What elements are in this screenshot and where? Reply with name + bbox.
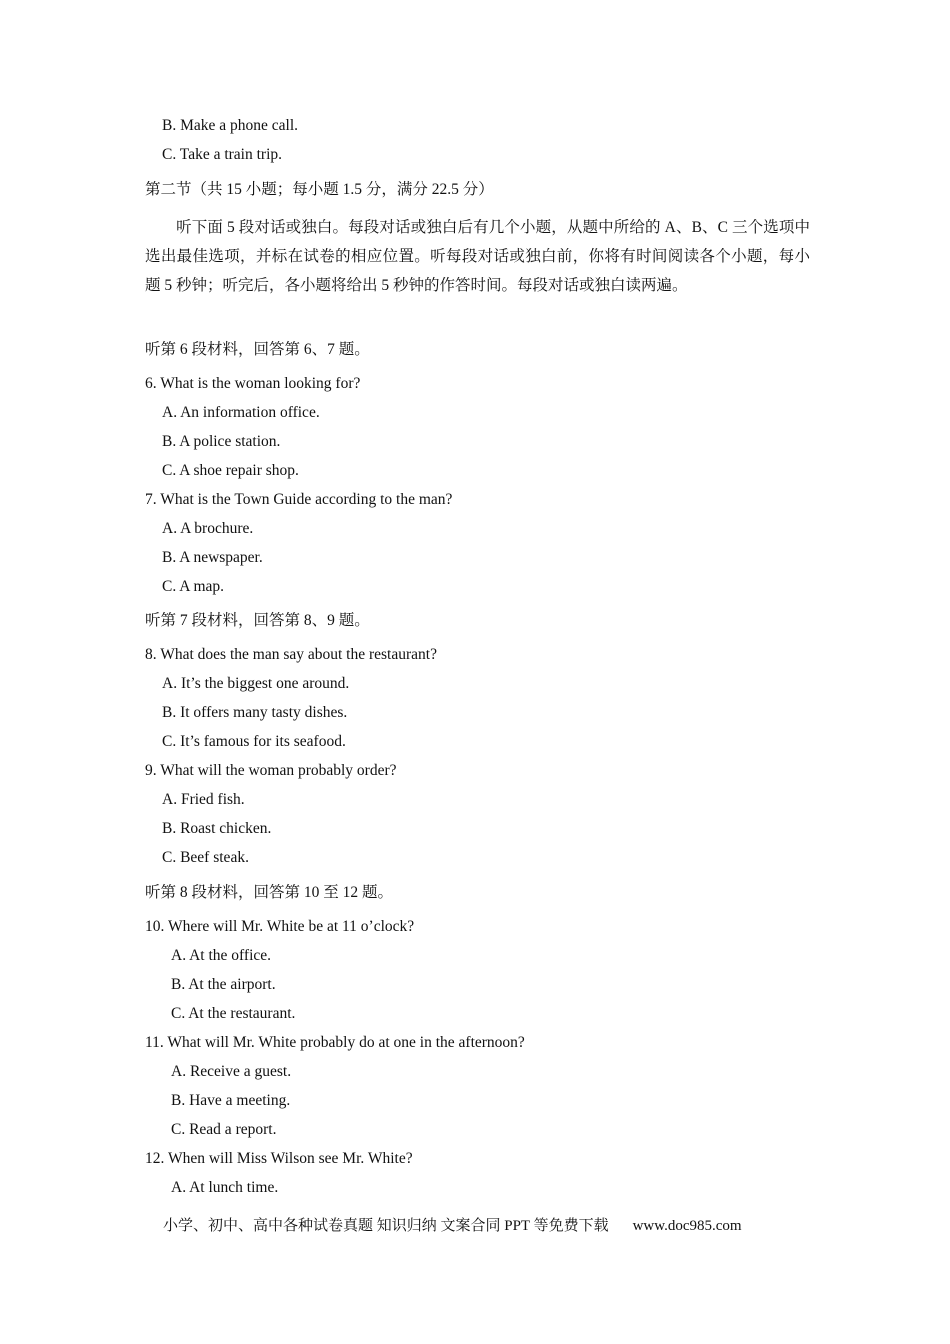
option-text: B. A police station. <box>162 433 281 450</box>
question-text: 10. Where will Mr. White be at 11 o’clock? <box>145 918 415 935</box>
question-text: 8. What does the man say about the restaurant? <box>145 646 437 663</box>
footer-link[interactable]: www.doc985.com <box>632 1218 742 1234</box>
option-text: C. A shoe repair shop. <box>162 462 299 479</box>
option-text: A. An information office. <box>162 404 320 421</box>
option-text: C. At the restaurant. <box>171 1005 296 1022</box>
option-text: A. Fried fish. <box>162 791 245 808</box>
instructions-paragraph <box>145 213 810 300</box>
question-text: 7. What is the Town Guide according to the man? <box>145 491 453 508</box>
option-text: A. At lunch time. <box>171 1179 279 1196</box>
question-text: 9. What will the woman probably order? <box>145 762 397 779</box>
question-text: 6. What is the woman looking for? <box>145 375 361 392</box>
question-text: 12. When will Miss Wilson see Mr. White? <box>145 1150 413 1167</box>
option-text: A. At the office. <box>171 947 272 964</box>
option-text: B. At the airport. <box>171 976 276 993</box>
question-text: 11. What will Mr. White probably do at one in the afternoon? <box>145 1034 525 1051</box>
group-intro: 听第 6 段材料，回答第 6、7 题。 <box>145 341 370 358</box>
option-text: B. Roast chicken. <box>162 820 272 837</box>
option-text: C. Take a train trip. <box>162 146 283 163</box>
option-text: C. Read a report. <box>171 1121 277 1138</box>
footer-text: 小学、初中、高中各种试卷真题 知识归纳 文案合同 PPT 等免费下载 <box>163 1218 609 1234</box>
option-text: C. A map. <box>162 578 225 595</box>
option-text: B. Make a phone call. <box>162 117 299 134</box>
option-text: A. Receive a guest. <box>171 1063 292 1080</box>
option-text: B. A newspaper. <box>162 549 263 566</box>
option-text: B. Have a meeting. <box>171 1092 291 1109</box>
page-footer <box>163 1214 742 1235</box>
option-text: C. It’s famous for its seafood. <box>162 733 346 750</box>
group-intro: 听第 7 段材料，回答第 8、9 题。 <box>145 612 370 629</box>
instructions-text: 听下面 5 段对话或独白。每段对话或独白后有几个小题，从题中所给的 A、B、C 三个选项中选出最佳选项，并标在试卷的相应位置。听每段对话或独白前，你将有时间阅读各个小题，每小题 5 秒钟；听完后，各小题将给出 5 秒钟的作答时间。每段对话或独白读两遍。 <box>145 219 810 294</box>
section-header: 第二节（共 15 小题；每小题 1.5 分，满分 22.5 分） <box>145 181 494 198</box>
option-text: B. It offers many tasty dishes. <box>162 704 348 721</box>
option-text: C. Beef steak. <box>162 849 249 866</box>
option-text: A. A brochure. <box>162 520 254 537</box>
option-text: A. It’s the biggest one around. <box>162 675 350 692</box>
group-intro: 听第 8 段材料，回答第 10 至 12 题。 <box>145 884 394 901</box>
